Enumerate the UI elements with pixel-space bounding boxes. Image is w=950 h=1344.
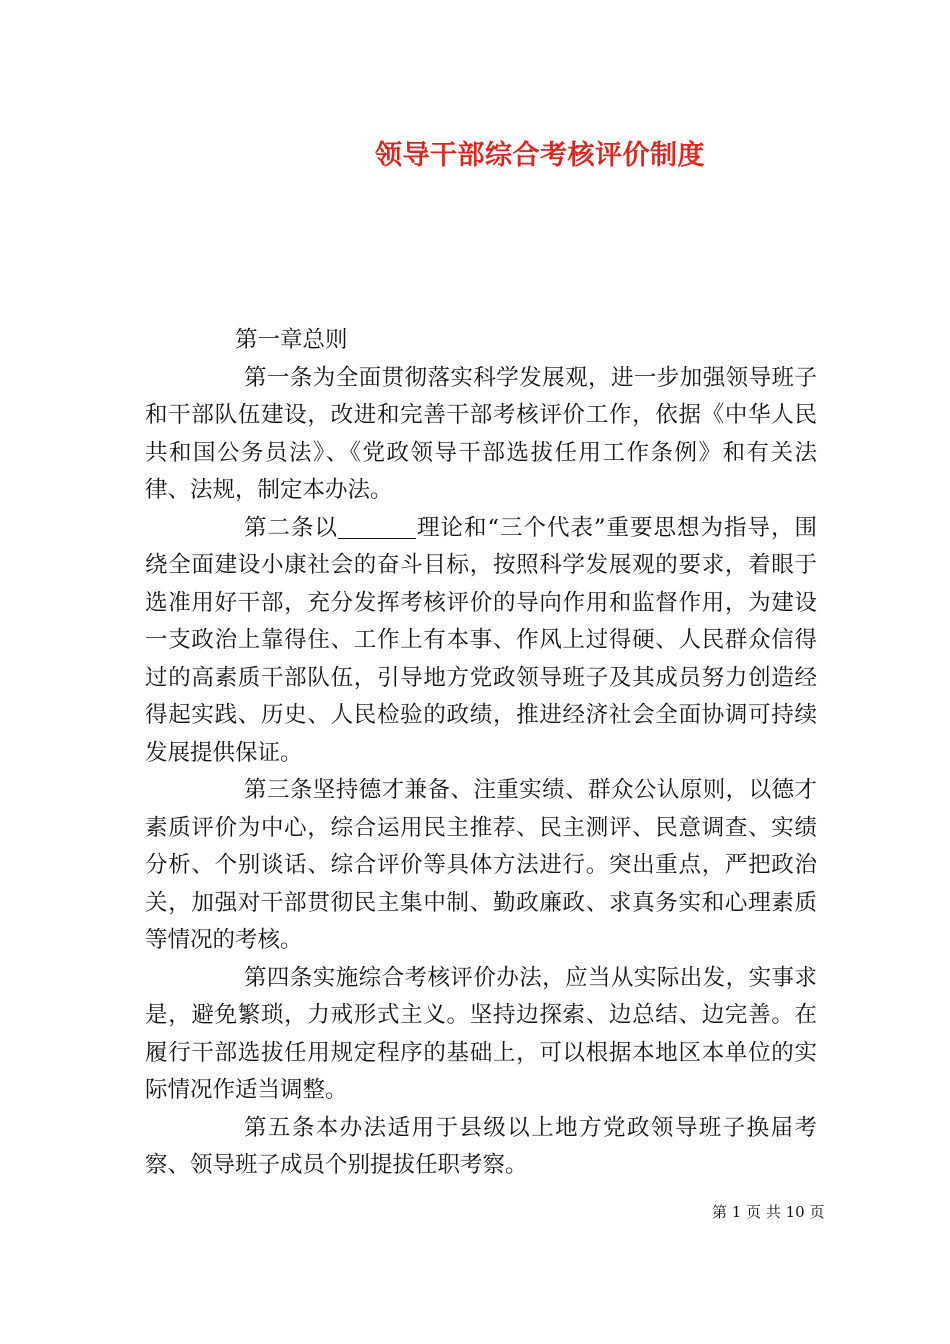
page-number: 第 1 页 共 10 页 bbox=[712, 1203, 825, 1221]
fill-in-blank bbox=[338, 515, 416, 539]
document-title: 领导干部综合考核评价制度 bbox=[375, 140, 705, 171]
article-2 bbox=[145, 510, 817, 773]
article-2-prefix: 第二条以 bbox=[244, 514, 338, 541]
article-2-suffix: 理论和“三个代表”重要思想为指导，围绕全面建设小康社会的奋斗目标，按照科学发展观的要求，着眼于选准用好干部，充分发挥考核评价的导向作用和监督作用，为建设一支政治上靠得住、工作上有本事、作风上过得硬、人民群众信得过的高素质干部队伍，引导地方党政领导班子及其成员努力创造经得起实践、历史、人民检验的政绩，推进经济社会全面协调可持续发展提供保证。 bbox=[145, 514, 817, 766]
article-3: 第三条坚持德才兼备、注重实绩、群众公认原则，以德才素质评价为中心，综合运用民主推荐、民主测评、民意调查、实绩分析、个别谈话、综合评价等具体方法进行。突出重点，严把政治关，加强对干部贯彻民主集中制、勤政廉政、求真务实和心理素质等情况的考核。 bbox=[145, 777, 817, 953]
article-1: 第一条为全面贯彻落实科学发展观，进一步加强领导班子和干部队伍建设，改进和完善干部考核评价工作，依据《中华人民共和国公务员法》、《党政领导干部选拔任用工作条例》和有关法律、法规，制定本办法。 bbox=[145, 364, 817, 503]
article-5: 第五条本办法适用于县级以上地方党政领导班子换届考察、领导班子成员个别提拔任职考察。 bbox=[145, 1114, 817, 1178]
article-4: 第四条实施综合考核评价办法，应当从实际出发，实事求是，避免繁琐，力戒形式主义。坚持边探索、边总结、边完善。在履行干部选拔任用规定程序的基础上，可以根据本地区本单位的实际情况作适当调整。 bbox=[145, 964, 817, 1103]
chapter-heading: 第一章总则 bbox=[235, 327, 348, 353]
document-body bbox=[145, 322, 817, 1185]
